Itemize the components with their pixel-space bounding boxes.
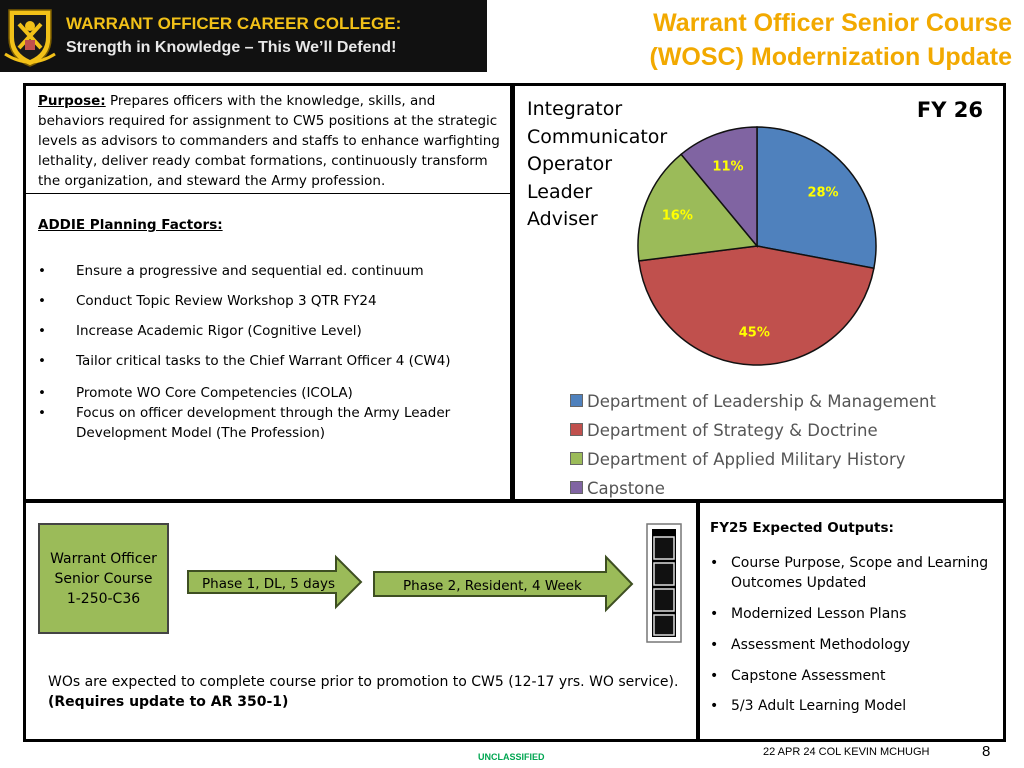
slide-title-line2: (WOSC) Modernization Update xyxy=(649,43,1012,71)
course-number: 1-250-C36 xyxy=(66,590,141,607)
slice-data-label: 45% xyxy=(738,325,770,341)
outputs-panel xyxy=(697,500,1006,742)
legend-item xyxy=(570,479,665,498)
output-item-text: 5/3 Adult Learning Model xyxy=(731,698,907,714)
competency-item: Integrator xyxy=(527,98,623,120)
bullet-icon: • xyxy=(710,698,719,714)
slice-data-label: 11% xyxy=(712,159,744,175)
course-name-box xyxy=(38,523,169,634)
output-item-text: Course Purpose, Scope and Learning Outcomes Updated xyxy=(731,555,989,591)
legend-swatch xyxy=(570,481,583,494)
course-name-line: Senior Course xyxy=(54,570,153,587)
legend-label: Capstone xyxy=(587,479,665,498)
bullet-icon: • xyxy=(710,668,719,684)
legend-item xyxy=(570,421,878,440)
bullet-icon: • xyxy=(38,323,46,339)
chart-title: FY 26 xyxy=(916,98,983,122)
bullet-icon: • xyxy=(710,555,719,571)
competency-item: Operator xyxy=(527,153,613,175)
header-bar xyxy=(0,0,487,72)
bullet-icon: • xyxy=(38,353,46,369)
college-name: WARRANT OFFICER CAREER COLLEGE: xyxy=(66,14,402,33)
course-panel xyxy=(23,500,699,742)
output-item-text: Capstone Assessment xyxy=(731,668,886,684)
page-number: 8 xyxy=(982,743,991,760)
addie-item-text: Ensure a progressive and sequential ed. continuum xyxy=(76,263,424,279)
footer-date-author: 22 APR 24 COL KEVIN MCHUGH xyxy=(763,746,930,758)
addie-item-text: Tailor critical tasks to the Chief Warrant Officer 4 (CW4) xyxy=(76,353,451,369)
legend-swatch xyxy=(570,452,583,465)
purpose-panel xyxy=(23,83,513,502)
purpose-divider xyxy=(26,193,512,194)
legend-swatch xyxy=(570,423,583,436)
competency-item: Leader xyxy=(527,180,593,203)
slice-data-label: 28% xyxy=(807,185,839,201)
competency-item: Adviser xyxy=(527,208,598,230)
cw5-insignia-icon xyxy=(646,523,682,643)
slide-title xyxy=(552,6,1012,74)
output-item-text: Assessment Methodology xyxy=(731,637,911,653)
purpose-statement xyxy=(38,91,504,191)
addie-title: ADDIE Planning Factors: xyxy=(38,217,223,233)
slide-title-line1: Warrant Officer Senior Course xyxy=(653,9,1012,37)
addie-item-text: Increase Academic Rigor (Cognitive Level) xyxy=(76,323,362,339)
bullet-icon: • xyxy=(38,405,46,421)
bullet-icon: • xyxy=(710,606,719,622)
wocc-crest-icon xyxy=(3,4,57,68)
output-item-text: Modernized Lesson Plans xyxy=(731,606,907,622)
legend-swatch xyxy=(570,394,583,407)
phase2-label: Phase 2, Resident, 4 Week xyxy=(403,578,582,594)
chart-panel xyxy=(512,83,1006,502)
legend-label: Department of Leadership & Management xyxy=(587,392,936,411)
purpose-label: Purpose: xyxy=(38,93,106,109)
addie-item-text: Focus on officer development through the Army Leader Development Model (The Profession) xyxy=(76,405,451,441)
addie-item-text: Conduct Topic Review Workshop 3 QTR FY24 xyxy=(76,293,377,309)
legend-label: Department of Strategy & Doctrine xyxy=(587,421,878,440)
phase1-label: Phase 1, DL, 5 days xyxy=(202,576,336,592)
bullet-icon: • xyxy=(38,293,46,309)
legend-label: Department of Applied Military History xyxy=(587,450,906,469)
bullet-icon: • xyxy=(710,637,719,653)
slice-data-label: 16% xyxy=(661,208,693,224)
regulation-note: (Requires update to AR 350-1) xyxy=(48,694,289,710)
prerequisite-note xyxy=(48,672,688,712)
outputs-title: FY25 Expected Outputs: xyxy=(710,520,894,536)
addie-item-text: Promote WO Core Competencies (ICOLA) xyxy=(76,385,353,401)
legend-item xyxy=(570,450,906,469)
course-name-line: Warrant Officer xyxy=(50,550,157,567)
college-motto: Strength in Knowledge – This We’ll Defend! xyxy=(66,39,397,56)
prerequisite-text: WOs are expected to complete course prior to promotion to CW5 (12-17 yrs. WO service). xyxy=(48,674,679,690)
pie-chart xyxy=(633,122,881,370)
purpose-text: Prepares officers with the knowledge, skills, and behaviors required for assignment to CW5 positions at the strategic levels as advisors to commanders and staffs to enhance warfighting lethality, deliver ready combat formations, continuously transform the organization, and steward the Army profession. xyxy=(38,93,500,189)
legend-item xyxy=(570,392,936,411)
bullet-icon: • xyxy=(38,385,46,401)
classification-marking: UNCLASSIFIED xyxy=(478,752,545,762)
bullet-icon: • xyxy=(38,263,46,279)
competency-item: Communicator xyxy=(527,125,668,148)
pie-slice xyxy=(639,246,874,365)
